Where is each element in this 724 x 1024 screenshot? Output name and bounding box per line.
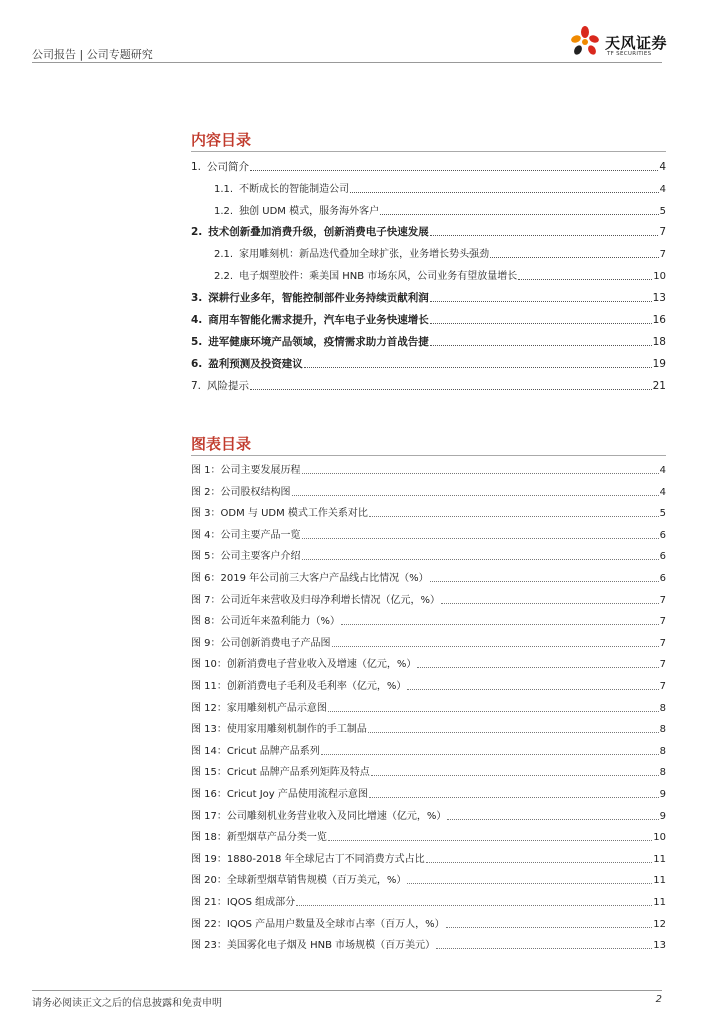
footer-disclaimer: 请务必阅读正文之后的信息披露和免责申明 — [32, 998, 222, 1009]
toc-item-title: 盈利预测及投资建议 — [208, 358, 303, 370]
toc-item-number: 5. — [191, 336, 203, 348]
toc-item[interactable] — [191, 309, 666, 327]
figure-leader-dots — [407, 689, 658, 690]
figure-item[interactable] — [191, 869, 666, 887]
figure-item-page: 6 — [659, 573, 666, 584]
toc-item-title: 独创 UDM 模式，服务海外客户 — [239, 206, 380, 217]
toc-item-number: 7. — [191, 380, 202, 392]
figure-leader-dots — [341, 624, 659, 625]
toc-item-page: 13 — [652, 292, 666, 304]
logo-flower-icon — [567, 24, 603, 60]
figure-item[interactable] — [191, 610, 666, 628]
toc-item[interactable] — [191, 287, 666, 305]
figure-leader-dots — [417, 667, 658, 668]
figure-leader-dots — [296, 905, 652, 906]
figure-leader-dots — [430, 581, 659, 582]
toc-title-divider — [191, 151, 666, 152]
figure-item[interactable] — [191, 653, 666, 671]
figure-leader-dots — [446, 927, 653, 928]
figure-item[interactable] — [191, 502, 666, 520]
toc-title: 内容目录 — [191, 131, 252, 149]
figure-item[interactable] — [191, 913, 666, 931]
toc-item[interactable] — [191, 331, 666, 349]
figure-item-page: 7 — [659, 595, 666, 606]
figure-item[interactable] — [191, 524, 666, 542]
figure-item-page: 8 — [659, 703, 666, 714]
figure-item-page: 5 — [659, 508, 666, 519]
toc-item-title: 进军健康环境产品领域，疫情需求助力首战告捷 — [208, 336, 429, 348]
header-divider — [32, 62, 662, 63]
figure-leader-dots — [332, 646, 659, 647]
logo-text-en: TF SECURITIES — [607, 51, 652, 57]
toc-leader-dots — [430, 345, 652, 346]
toc-item-number: 3. — [191, 292, 203, 304]
toc-item[interactable] — [191, 156, 666, 174]
toc-item-page: 10 — [653, 271, 666, 282]
toc-item-title: 家用雕刻机：新品迭代叠加全球扩张，业务增长势头强劲 — [239, 249, 490, 260]
figure-item[interactable] — [191, 589, 666, 607]
figure-item[interactable] — [191, 761, 666, 779]
figure-item-page: 10 — [653, 832, 666, 843]
figure-leader-dots — [407, 883, 652, 884]
figure-item-page: 12 — [653, 919, 666, 930]
toc-item-page: 16 — [652, 314, 666, 326]
footer-divider — [32, 990, 662, 991]
figure-item[interactable] — [191, 459, 666, 477]
figure-item-title: 图 22：IQOS 产品用户数量及全球市占率（百万人，%） — [191, 919, 445, 930]
figure-item[interactable] — [191, 891, 666, 909]
toc-item-number: 6. — [191, 358, 203, 370]
figure-item-title: 图 9：公司创新消费电子产品图 — [191, 638, 331, 649]
toc-leader-dots — [430, 301, 652, 302]
figure-item-page: 6 — [659, 530, 666, 541]
toc-item-page: 18 — [652, 336, 666, 348]
toc-item-page: 4 — [659, 161, 666, 173]
figure-leader-dots — [328, 840, 652, 841]
figure-leader-dots — [302, 538, 659, 539]
figure-leader-dots — [321, 754, 659, 755]
figure-item-title: 图 14：Cricut 品牌产品系列 — [191, 746, 320, 757]
toc-item-page: 7 — [659, 226, 666, 238]
figure-leader-dots — [292, 495, 659, 496]
toc-item[interactable] — [214, 200, 666, 218]
figure-item-title: 图 6：2019 年公司前三大客户产品线占比情况（%） — [191, 573, 429, 584]
figure-item[interactable] — [191, 481, 666, 499]
figure-leader-dots — [302, 473, 659, 474]
figure-item[interactable] — [191, 805, 666, 823]
figure-item-title: 图 1：公司主要发展历程 — [191, 465, 301, 476]
figure-item-title: 图 18：新型烟草产品分类一览 — [191, 832, 327, 843]
figure-item[interactable] — [191, 934, 666, 952]
toc-item-title: 不断成长的智能制造公司 — [239, 184, 350, 195]
figure-item-page: 7 — [659, 681, 666, 692]
toc-item-page: 4 — [659, 184, 666, 195]
toc-leader-dots — [250, 170, 658, 171]
toc-item[interactable] — [214, 243, 666, 261]
figure-item-page: 7 — [659, 638, 666, 649]
figure-leader-dots — [368, 732, 659, 733]
toc-item[interactable] — [214, 178, 666, 196]
toc-leader-dots — [250, 389, 652, 390]
toc-item-number: 1.2. — [214, 206, 234, 217]
figure-item-title: 图 5：公司主要客户介绍 — [191, 551, 301, 562]
figure-item-page: 8 — [659, 767, 666, 778]
logo-text-cn: 天风证券 — [605, 34, 668, 52]
figure-item-title: 图 20：全球新型烟草销售规模（百万美元，%） — [191, 875, 407, 886]
figure-item-title: 图 23：美国雾化电子烟及 HNB 市场规模（百万美元） — [191, 940, 436, 951]
figure-item-page: 9 — [659, 789, 666, 800]
toc-item-number: 1.1. — [214, 184, 234, 195]
figure-item-title: 图 13：使用家用雕刻机制作的手工制品 — [191, 724, 367, 735]
figures-title-divider — [191, 455, 666, 456]
figure-item[interactable] — [191, 632, 666, 650]
figure-item[interactable] — [191, 718, 666, 736]
toc-item-title: 商用车智能化需求提升，汽车电子业务快速增长 — [208, 314, 429, 326]
toc-item-number: 1. — [191, 161, 202, 173]
figure-leader-dots — [426, 862, 653, 863]
figure-leader-dots — [369, 797, 659, 798]
figure-item-title: 图 8：公司近年来盈利能力（%） — [191, 616, 341, 627]
toc-item-number: 2.2. — [214, 271, 234, 282]
figure-item-title: 图 2：公司股权结构图 — [191, 487, 291, 498]
company-logo — [567, 24, 677, 60]
toc-leader-dots — [490, 257, 659, 258]
toc-item-title: 风险提示 — [207, 380, 250, 392]
figure-leader-dots — [436, 948, 652, 949]
figure-item-title: 图 4：公司主要产品一览 — [191, 530, 301, 541]
figure-item-page: 7 — [659, 659, 666, 670]
figure-item[interactable] — [191, 826, 666, 844]
figure-item-title: 图 16：Cricut Joy 产品使用流程示意图 — [191, 789, 368, 800]
figure-item-page: 11 — [653, 854, 666, 865]
figure-item-page: 8 — [659, 746, 666, 757]
figure-item-page: 7 — [659, 616, 666, 627]
figure-item-title: 图 11：创新消费电子毛利及毛利率（亿元，%） — [191, 681, 407, 692]
toc-item-page: 19 — [652, 358, 666, 370]
figure-leader-dots — [369, 516, 659, 517]
page-number: 2 — [655, 994, 662, 1005]
toc-item-title: 深耕行业多年，智能控制部件业务持续贡献利润 — [208, 292, 429, 304]
figure-item-page: 6 — [659, 551, 666, 562]
figure-leader-dots — [447, 819, 658, 820]
figure-item-title: 图 12：家用雕刻机产品示意图 — [191, 703, 327, 714]
toc-item-page: 21 — [652, 380, 666, 392]
figure-item-title: 图 3：ODM 与 UDM 模式工作关系对比 — [191, 508, 368, 519]
toc-item-title: 公司简介 — [207, 161, 250, 173]
toc-item-page: 7 — [659, 249, 666, 260]
figure-item-title: 图 19：1880-2018 年全球尼古丁不同消费方式占比 — [191, 854, 425, 865]
toc-item[interactable] — [191, 375, 666, 393]
toc-leader-dots — [380, 214, 659, 215]
toc-leader-dots — [430, 235, 659, 236]
figures-title: 图表目录 — [191, 435, 252, 453]
toc-item-number: 2.1. — [214, 249, 234, 260]
toc-item-page: 5 — [659, 206, 666, 217]
figure-item[interactable] — [191, 740, 666, 758]
figure-item[interactable] — [191, 783, 666, 801]
figure-item-title: 图 7：公司近年来营收及归母净利增长情况（亿元，%） — [191, 595, 441, 606]
figure-item-title: 图 15：Cricut 品牌产品系列矩阵及特点 — [191, 767, 370, 778]
figure-item-title: 图 17：公司雕刻机业务营业收入及同比增速（亿元，%） — [191, 811, 447, 822]
toc-leader-dots — [304, 367, 652, 368]
figure-item-page: 4 — [659, 487, 666, 498]
toc-leader-dots — [350, 192, 659, 193]
toc-item[interactable] — [191, 221, 666, 239]
figure-leader-dots — [441, 603, 659, 604]
header-breadcrumb: 公司报告 | 公司专题研究 — [32, 48, 153, 61]
figure-item[interactable] — [191, 848, 666, 866]
figure-item-page: 11 — [653, 897, 666, 908]
figure-item-title: 图 21：IQOS 组成部分 — [191, 897, 296, 908]
figure-item-page: 8 — [659, 724, 666, 735]
toc-item-number: 2. — [191, 226, 203, 238]
figure-item[interactable] — [191, 697, 666, 715]
figure-item-page: 4 — [659, 465, 666, 476]
toc-item-title: 技术创新叠加消费升级，创新消费电子快速发展 — [208, 226, 429, 238]
toc-leader-dots — [518, 279, 652, 280]
toc-leader-dots — [430, 323, 652, 324]
figure-item[interactable] — [191, 675, 666, 693]
toc-item[interactable] — [214, 265, 666, 283]
figure-item-page: 11 — [653, 875, 666, 886]
figure-leader-dots — [371, 775, 659, 776]
figure-item[interactable] — [191, 545, 666, 563]
toc-item-number: 4. — [191, 314, 203, 326]
figure-item-page: 13 — [653, 940, 666, 951]
figure-item-title: 图 10：创新消费电子营业收入及增速（亿元，%） — [191, 659, 417, 670]
toc-item-title: 电子烟塑胶件：乘美国 HNB 市场东风，公司业务有望放量增长 — [239, 271, 518, 282]
figure-leader-dots — [328, 711, 659, 712]
figure-leader-dots — [302, 559, 659, 560]
figure-item[interactable] — [191, 567, 666, 585]
figure-item-page: 9 — [659, 811, 666, 822]
toc-item[interactable] — [191, 353, 666, 371]
